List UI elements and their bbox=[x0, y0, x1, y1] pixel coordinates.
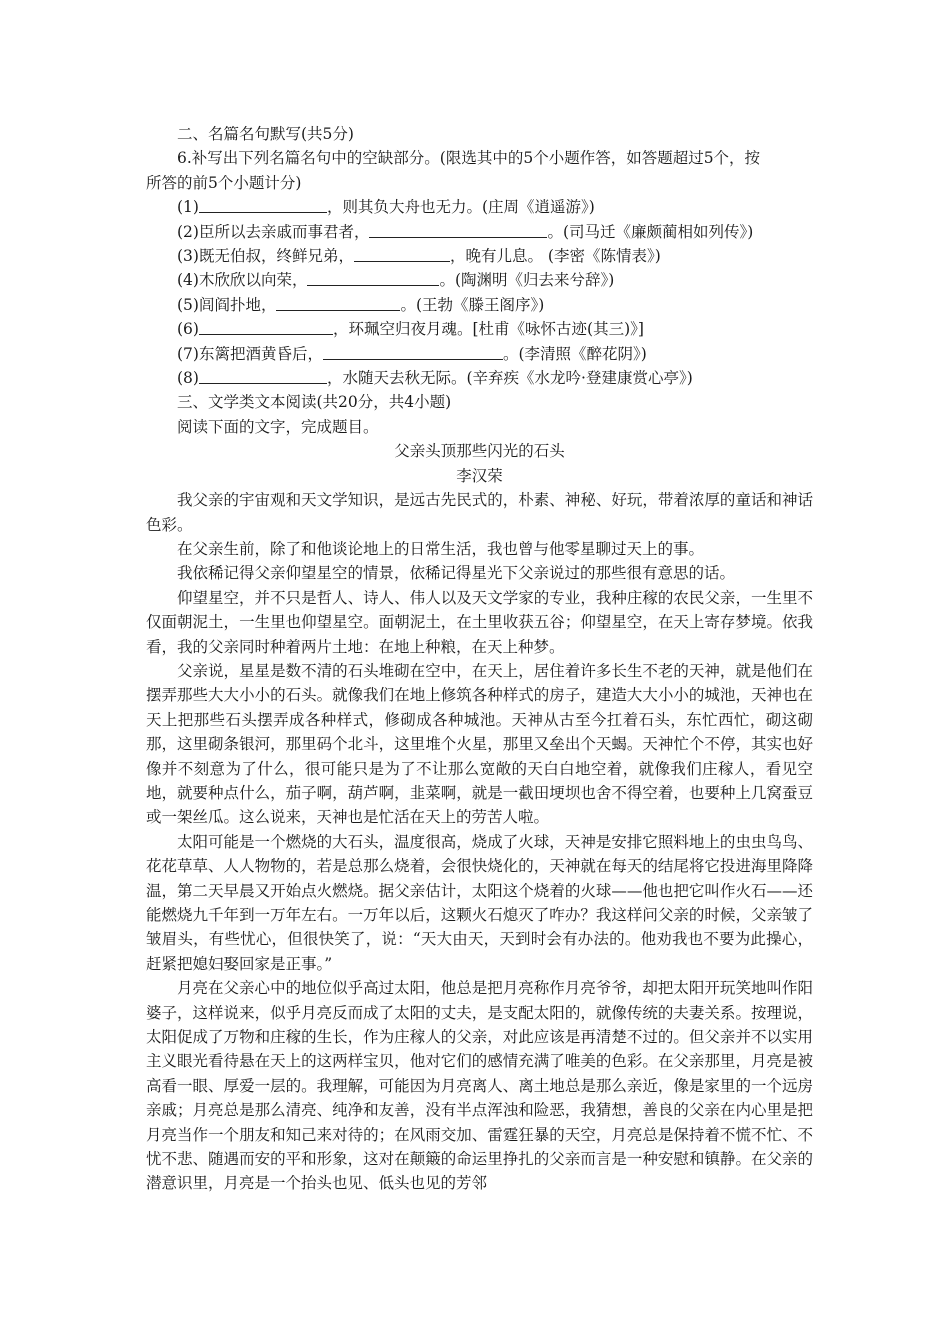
item-number: (4) bbox=[177, 271, 199, 290]
answer-blank[interactable] bbox=[369, 222, 547, 238]
item-text-after: 。(王勃《滕王阁序》) bbox=[400, 295, 545, 314]
fill-item-1 bbox=[146, 195, 813, 219]
item-number: (1) bbox=[177, 198, 199, 217]
answer-blank[interactable] bbox=[276, 295, 400, 311]
item-number: (6) bbox=[177, 320, 199, 339]
article-paragraph: 我依稀记得父亲仰望星空的情景，依稀记得星光下父亲说过的那些很有意思的话。 bbox=[177, 564, 736, 583]
article-paragraph: 仰望星空，并不只是哲人、诗人、伟人以及天文学家的专业，我种庄稼的农民父亲，一生里不仅面朝泥土，一生里也仰望星空。面朝泥土，在土里收获五谷；仰望星空，在天上寄存梦境。依我看，我的父亲同时种着两片土地：在地上种粮，在天上种梦。 bbox=[146, 588, 813, 656]
answer-blank[interactable] bbox=[199, 197, 327, 213]
document-body bbox=[146, 122, 813, 1196]
item-text-after: ，晚有儿息。 (李密《陈情表》) bbox=[449, 247, 661, 266]
item-number: (5) bbox=[177, 295, 199, 314]
section2-heading: 二、名篇名句默写(共5分) bbox=[177, 125, 354, 143]
item-text-before: 木欣欣以向荣， bbox=[198, 271, 308, 290]
fill-item-7 bbox=[146, 342, 813, 366]
article-paragraph: 太阳可能是一个燃烧的大石头，温度很高，烧成了火球，天神是安排它照料地上的虫虫鸟鸟、花花草草、人人物物的，若是总那么烧着，会很快烧化的，天神就在每天的结尾将它投进海里降降温，第二天早晨又开始点火燃烧。据父亲估计，太阳这个烧着的火球——他也把它叫作火石——还能燃烧九千年到一万年左右。一万年以后，这颗火石熄灭了咋办？我这样问父亲的时候，父亲皱了皱眉头，有些忧心，但很快笑了，说：“天大由天，天到时会有办法的。他劝我也不要为此操心，赶紧把媳妇娶回家是正事。” bbox=[146, 832, 813, 973]
item-number: (8) bbox=[177, 369, 199, 388]
item-text-after: ，则其负大舟也无力。(庄周《逍遥游》) bbox=[326, 198, 595, 217]
fill-item-6 bbox=[146, 317, 813, 341]
answer-blank[interactable] bbox=[307, 270, 439, 286]
item-text-after: ，水随天去秋无际。(辛弃疾《水龙吟·登建康赏心亭》) bbox=[326, 369, 693, 388]
item-number: (3) bbox=[177, 247, 199, 266]
answer-blank[interactable] bbox=[199, 368, 327, 384]
item-text-before: 东篱把酒黄昏后， bbox=[198, 344, 323, 363]
item-number: (7) bbox=[177, 344, 199, 363]
item-number: (2) bbox=[177, 222, 199, 241]
fill-item-8 bbox=[146, 366, 813, 390]
article-paragraph: 我父亲的宇宙观和天文学知识，是远古先民式的，朴素、神秘、好玩，带着浓厚的童话和神话色彩。 bbox=[146, 491, 813, 534]
answer-blank[interactable] bbox=[199, 319, 333, 335]
item-text-after: ，环珮空归夜月魂。[杜甫《咏怀古迹(其三)》] bbox=[332, 320, 644, 339]
fill-item-2 bbox=[146, 220, 813, 244]
answer-blank[interactable] bbox=[354, 246, 450, 262]
article-paragraph: 父亲说，星星是数不清的石头堆砌在空中，在天上，居住着许多长生不老的天神，就是他们在摆弄那些大大小小的石头。就像我们在地上修筑各种样式的房子，建造大大小小的城池，天神也在天上把那些石头摆弄成各种样式，修砌成各种城池。天神从古至今扛着石头，东忙西忙，砌这砌那，这里砌条银河，那里码个北斗，这里堆个火星，那里又垒出个天蝎。天神忙个不停，其实也好像并不刻意为了什么，很可能只是为了不让那么宽敞的天白白地空着，就像我们庄稼人，看见空地，就要种点什么，茄子啊，葫芦啊，韭菜啊，就是一截田埂坝也舍不得空着，也要种上几窝蚕豆或一架丝瓜。这么说来，天神也是忙活在天上的劳苦人啦。 bbox=[146, 661, 813, 827]
item-text-before: 臣所以去亲戚而事君者， bbox=[198, 222, 370, 241]
fill-item-4 bbox=[146, 268, 813, 292]
question6-line1: 6.补写出下列名篇名句中的空缺部分。(限选其中的5个小题作答，如答题超过5个，按 bbox=[177, 149, 761, 168]
article-paragraph: 在父亲生前，除了和他谈论地上的日常生活，我也曾与他零星聊过天上的事。 bbox=[177, 539, 705, 558]
section3-heading: 三、文学类文本阅读(共20分，共4小题) bbox=[177, 393, 452, 412]
item-text-after: 。(李清照《醉花阴》) bbox=[502, 344, 647, 363]
answer-blank[interactable] bbox=[323, 344, 503, 360]
question6-line2: 所答的前5个小题计分) bbox=[146, 173, 302, 192]
reading-instruction: 阅读下面的文字，完成题目。 bbox=[177, 417, 379, 436]
fill-item-5 bbox=[146, 293, 813, 317]
item-text-after: 。(司马迁《廉颇蔺相如列传》) bbox=[547, 222, 754, 241]
item-text-after: 。(陶渊明《归去来兮辞》) bbox=[439, 271, 615, 290]
fill-item-3 bbox=[146, 244, 813, 268]
item-text-before: 闾阎扑地， bbox=[198, 295, 277, 314]
article-paragraph: 月亮在父亲心中的地位似乎高过太阳，他总是把月亮称作月亮爷爷，却把太阳开玩笑地叫作阳婆子，这样说来，似乎月亮反而成了太阳的丈夫，是支配太阳的，就像传统的夫妻关系。按理说，太阳促成了万物和庄稼的生长，作为庄稼人的父亲，对此应该是再清楚不过的。但父亲并不以实用主义眼光看待悬在天上的这两样宝贝，他对它们的感情充满了唯美的色彩。在父亲那里，月亮是被高看一眼、厚爱一层的。我理解，可能因为月亮离人、离土地总是那么亲近，像是家里的一个远房亲戚；月亮总是那么清亮、纯净和友善，没有半点浑浊和险恶，我猜想，善良的父亲在内心里是把月亮当作一个朋友和知己来对待的；在风雨交加、雷霆狂暴的天空，月亮总是保持着不慌不忙、不忧不悲、随遇而安的平和形象，这对在颠簸的命运里挣扎的父亲而言是一种安慰和镇静。在父亲的潜意识里，月亮是一个抬头也见、低头也见的芳邻 bbox=[146, 979, 813, 1193]
article-title: 父亲头顶那些闪光的石头 bbox=[394, 442, 565, 461]
article-author: 李汉荣 bbox=[456, 466, 503, 485]
item-text-before: 既无伯叔，终鲜兄弟， bbox=[198, 247, 354, 266]
